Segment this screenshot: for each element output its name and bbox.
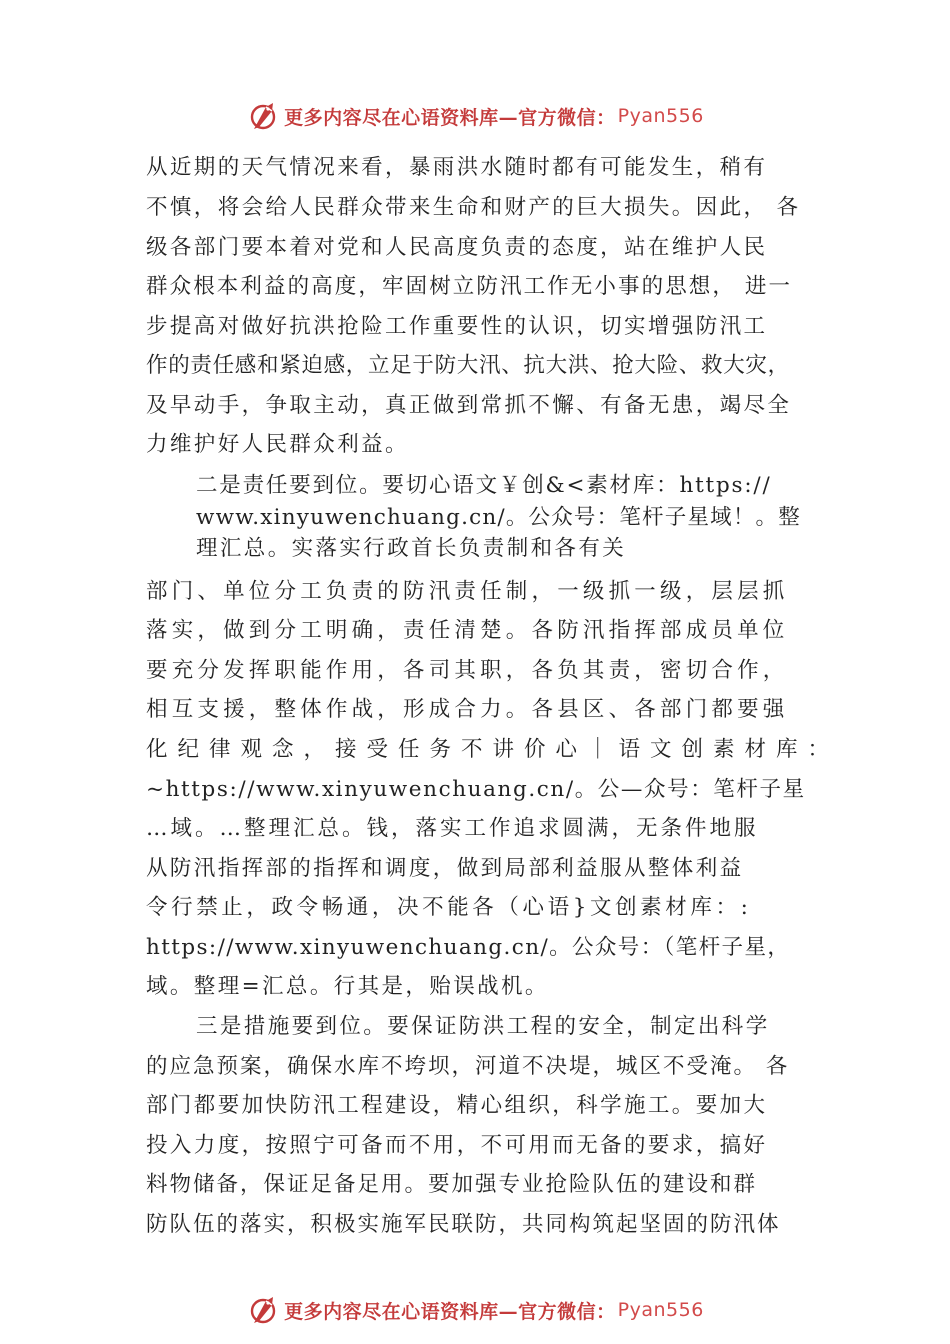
body-line: https://www.xinyuwenchuang.cn/。公众号：（笔杆子星， <box>146 935 791 960</box>
body-line: 步提高对做好抗洪抢险工作重要性的认识，切实增强防汛工 <box>146 314 768 339</box>
body-line: 部门、单位分工负责的防汛责任制，一级抓一级，层层抓 <box>146 579 789 604</box>
body-line: 料物储备，保证足备足用。要加强专业抢险队伍的建设和群 <box>146 1172 758 1197</box>
body-line: 级各部门要本着对党和人民高度负责的态度，站在维护人民 <box>146 235 768 260</box>
body-line: www.xinyuwenchuang.cn/。公众号：笔杆子星域！。整 <box>196 505 801 530</box>
body-line: 作的责任感和紧迫感，立足于防大汛、抗大洪、抢大险、救大灾， <box>146 353 790 378</box>
body-line: 二是责任要到位。要切心语文￥创&<素材库：https:// <box>196 473 772 498</box>
footer-banner <box>0 1290 950 1330</box>
body-line: 从近期的天气情况来看，暴雨洪水随时都有可能发生，稍有 <box>146 155 768 180</box>
body-line: ~https://www.xinyuwenchuang.cn/。公—众号：笔杆子星 <box>146 777 806 802</box>
body-line: 域。整理=汇总。行其是，贻误战机。 <box>146 974 549 999</box>
body-line: 化纪律观念，接受任务不讲价心｜语文创素材库： <box>146 737 840 762</box>
body-line: 落实，做到分工明确，责任清楚。各防汛指挥部成员单位 <box>146 618 789 643</box>
body-line: …域。…整理汇总。钱，落实工作追求圆满，无条件地服 <box>146 816 759 841</box>
footer-banner-text: 更多内容尽在心语资料库—官方微信： <box>284 1300 616 1323</box>
body-line: 群众根本利益的高度，牢固树立防汛工作无小事的思想， 进一 <box>146 274 793 299</box>
body-line: 理汇总。实落实行政首长负责制和各有关 <box>196 536 627 561</box>
body-line: 从防汛指挥部的指挥和调度，做到局部利益服从整体利益 <box>146 856 744 881</box>
footer-wechat-id: Pyan556 <box>617 1299 704 1321</box>
body-line: 令行禁止，政令畅通，决不能各（心语}文创素材库：: <box>146 895 752 920</box>
body-line: 及早动手，争取主动，真正做到常抓不懈、有备无患，竭尽全 <box>146 393 792 418</box>
body-line: 部门都要加快防汛工程建设，精心组织，科学施工。要加大 <box>146 1093 768 1118</box>
body-line: 不慎，将会给人民群众带来生命和财产的巨大损失。因此， 各 <box>146 195 801 220</box>
header-banner-text: 更多内容尽在心语资料库—官方微信： <box>284 106 616 129</box>
body-line: 力维护好人民群众利益。 <box>146 432 409 457</box>
body-line: 的应急预案，确保水库不垮坝，河道不决堤，城区不受淹。 各 <box>146 1054 790 1079</box>
body-line: 要充分发挥职能作用，各司其职，各负其责，密切合作， <box>146 658 789 683</box>
body-line: 三是措施要到位。要保证防洪工程的安全，制定出科学 <box>196 1014 770 1039</box>
body-line: 相互支援，整体作战，形成合力。各县区、各部门都要强 <box>146 697 789 722</box>
pen-nib-logo-icon <box>246 1293 280 1327</box>
body-line: 投入力度，按照宁可备而不用，不可用而无备的要求，搞好 <box>146 1133 768 1158</box>
body-line: 防队伍的落实，积极实施军民联防，共同构筑起坚固的防汛体 <box>146 1212 781 1237</box>
header-wechat-id: Pyan556 <box>617 105 704 127</box>
